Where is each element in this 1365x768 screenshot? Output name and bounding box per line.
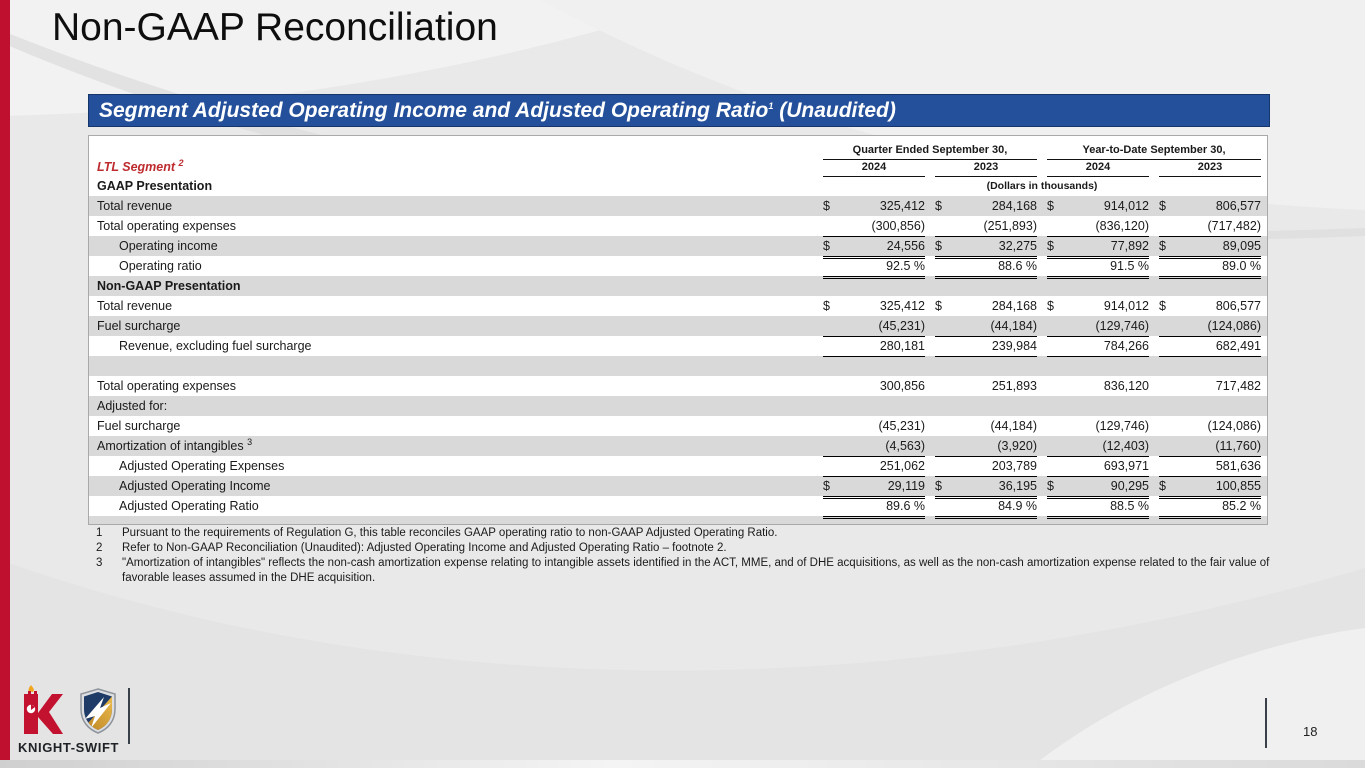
cell-value: (45,231) (878, 419, 925, 433)
cell-value: 836,120 (1103, 379, 1149, 393)
knight-k-icon (20, 684, 64, 736)
row-label: Total operating expenses (97, 219, 236, 233)
dollar-sign: $ (823, 239, 830, 253)
table-group-header-row (89, 142, 1267, 159)
dollar-sign: $ (1047, 199, 1054, 213)
row-label: Revenue, excluding fuel surcharge (119, 339, 312, 353)
footnote-text: Pursuant to the requirements of Regulation G, this table reconciles GAAP operating ratio to non-GAAP Adjusted Operating Ratio. (122, 527, 778, 539)
cell-value: 203,789 (935, 456, 1037, 477)
footnote (96, 541, 1272, 556)
amount: 325,412 (879, 299, 925, 313)
cell-value: 88.6 % (935, 256, 1037, 279)
cell-value (823, 296, 925, 316)
col-group-ytd: Year-to-Date September 30, (1047, 142, 1261, 160)
table-title-banner (88, 94, 1270, 127)
table-row (89, 476, 1267, 496)
cell-value (823, 356, 925, 376)
table-row (89, 416, 1267, 436)
cell-value: (45,231) (823, 316, 925, 337)
table-row (89, 516, 1267, 524)
swift-shield-icon (78, 688, 118, 734)
row-label: Adjusted Operating Income (119, 479, 271, 493)
footnote-number: 2 (96, 542, 103, 554)
segment-superscript: 2 (178, 157, 184, 168)
cell-value: 89.6 % (823, 496, 925, 519)
cell-value: (44,184) (935, 316, 1037, 337)
row-label: Fuel surcharge (97, 319, 181, 333)
cell-value (1159, 356, 1261, 376)
left-accent-bar (0, 0, 10, 760)
amount: 29,119 (887, 479, 925, 493)
company-logo (18, 682, 168, 758)
cell-value: 251,893 (991, 379, 1037, 393)
dollar-sign: $ (823, 199, 830, 213)
row-label: Total revenue (97, 199, 173, 213)
dollar-sign: $ (1159, 479, 1166, 493)
cell-value: 85.2 % (1159, 496, 1261, 519)
units-note: (Dollars in thousands) (986, 180, 1098, 192)
reconciliation-table (88, 135, 1268, 525)
footnotes (96, 526, 1272, 586)
cell-value: 717,482 (1215, 379, 1261, 393)
banner-suffix: (Unaudited) (773, 99, 896, 122)
table-row (89, 456, 1267, 476)
amount: 325,412 (879, 199, 925, 213)
year-header: 2024 (1047, 159, 1149, 177)
amount: 914,012 (1103, 299, 1149, 313)
banner-superscript: 1 (768, 101, 774, 111)
amount: 100,855 (1215, 479, 1261, 493)
page-title: Non-GAAP Reconciliation (52, 6, 498, 49)
dollar-sign: $ (935, 479, 942, 493)
cell-value: (44,184) (990, 419, 1037, 433)
cell-value (935, 516, 1037, 524)
dollar-sign: $ (1159, 299, 1166, 313)
cell-value: 88.5 % (1047, 496, 1149, 519)
cell-value (823, 396, 925, 416)
dollar-sign: $ (823, 479, 830, 493)
table-row (89, 276, 1267, 296)
cell-value (1159, 396, 1261, 416)
year-header: 2023 (1159, 159, 1261, 177)
cell-value (1159, 196, 1261, 216)
amount: 32,275 (998, 239, 1037, 253)
amount: 90,295 (1110, 479, 1149, 493)
footnote (96, 556, 1272, 586)
table-row (89, 376, 1267, 396)
cell-value: 280,181 (823, 336, 925, 357)
table-body (89, 176, 1267, 524)
table-row (89, 396, 1267, 416)
amount: 806,577 (1215, 299, 1261, 313)
cell-value (1159, 296, 1261, 316)
cell-value: 89.0 % (1159, 256, 1261, 279)
cell-value: 693,971 (1047, 456, 1149, 477)
cell-value (1047, 296, 1149, 316)
table-row (89, 436, 1267, 456)
table-row (89, 336, 1267, 356)
cell-value (1047, 396, 1149, 416)
table-year-header-row (89, 159, 1267, 176)
table-row (89, 176, 1267, 196)
table-row (89, 496, 1267, 516)
cell-value: (129,746) (1095, 419, 1149, 433)
footnote-text: Refer to Non-GAAP Reconciliation (Unaudited): Adjusted Operating Income and Adjusted Operating Ratio – footnote 2. (122, 542, 727, 554)
cell-value: 84.9 % (935, 496, 1037, 519)
table-row (89, 356, 1267, 376)
year-header: 2023 (935, 159, 1037, 177)
row-label: Fuel surcharge (97, 419, 181, 433)
brand-name: KNIGHT-SWIFT (18, 740, 120, 755)
footnote-number: 3 (96, 557, 103, 569)
amount: 284,168 (991, 199, 1037, 213)
cell-value (1047, 356, 1149, 376)
cell-value: 239,984 (935, 336, 1037, 357)
row-superscript: 3 (247, 436, 253, 447)
table-row (89, 256, 1267, 276)
col-group-quarter: Quarter Ended September 30, (823, 142, 1037, 160)
cell-value: (251,893) (935, 216, 1037, 237)
amount: 24,556 (886, 239, 925, 253)
table-row (89, 236, 1267, 256)
amount: 89,095 (1222, 239, 1261, 253)
cell-value (935, 276, 1037, 296)
amount: 284,168 (991, 299, 1037, 313)
dollar-sign: $ (1047, 239, 1054, 253)
segment-label: LTL Segment $^2$ (97, 157, 184, 174)
cell-value: 784,266 (1047, 336, 1149, 357)
cell-value: 92.5 % (823, 256, 925, 279)
cell-value (1047, 196, 1149, 216)
dollar-sign: $ (935, 199, 942, 213)
table-row (89, 296, 1267, 316)
dollar-sign: $ (1159, 239, 1166, 253)
cell-value (823, 516, 925, 524)
amount: 914,012 (1103, 199, 1149, 213)
table-row (89, 196, 1267, 216)
footnote (96, 526, 1272, 541)
dollar-sign: $ (935, 299, 942, 313)
cell-value (935, 396, 1037, 416)
cell-value: (11,760) (1159, 436, 1261, 457)
cell-value: (124,086) (1207, 419, 1261, 433)
dollar-sign: $ (823, 299, 830, 313)
footnote-text: "Amortization of intangibles" reflects the non-cash amortization expense relating to intangible assets identified in the ACT, MME, and of DHE acquisitions, as well as the non-cash amortization expense related to the fair value of favorable leases assumed in the DHE acquisition. (122, 557, 1270, 584)
row-label: Adjusted Operating Ratio (119, 499, 259, 513)
cell-value (1047, 276, 1149, 296)
row-label: Non-GAAP Presentation (97, 279, 241, 293)
dollar-sign: $ (1047, 299, 1054, 313)
cell-value: (129,746) (1047, 316, 1149, 337)
cell-value: (3,920) (935, 436, 1037, 457)
cell-value: (300,856) (823, 216, 925, 237)
dollar-sign: $ (1159, 199, 1166, 213)
cell-value: 581,636 (1159, 456, 1261, 477)
footer-strip (0, 760, 1365, 768)
amount: 77,892 (1110, 239, 1149, 253)
row-label: Operating ratio (119, 259, 202, 273)
cell-value: 682,491 (1159, 336, 1261, 357)
cell-value (1159, 516, 1261, 524)
amount: 36,195 (998, 479, 1037, 493)
cell-value: (12,403) (1047, 436, 1149, 457)
footnote-number: 1 (96, 527, 103, 539)
amount: 806,577 (1215, 199, 1261, 213)
page-number-divider (1265, 698, 1267, 748)
row-label (89, 516, 813, 524)
cell-value: 300,856 (879, 379, 925, 393)
cell-value: 251,062 (823, 456, 925, 477)
banner-text: Segment Adjusted Operating Income and Adjusted Operating Ratio (99, 99, 769, 122)
row-label: GAAP Presentation (97, 179, 213, 193)
cell-value (823, 196, 925, 216)
dollar-sign: $ (935, 239, 942, 253)
row-label: Total operating expenses (97, 379, 236, 393)
table-row (89, 216, 1267, 236)
cell-value (935, 356, 1037, 376)
cell-value (1159, 276, 1261, 296)
table-row (89, 316, 1267, 336)
row-label: Adjusted for: (97, 399, 168, 413)
row-label: Adjusted Operating Expenses (119, 459, 285, 473)
cell-value: (717,482) (1159, 216, 1261, 237)
page-number: 18 (1303, 724, 1318, 739)
cell-value: 91.5 % (1047, 256, 1149, 279)
dollar-sign: $ (1047, 479, 1054, 493)
row-label: Amortization of intangibles $^3$ (97, 436, 253, 453)
cell-value (1047, 516, 1149, 524)
cell-value (935, 196, 1037, 216)
row-label (89, 356, 813, 376)
cell-value: (4,563) (823, 436, 925, 457)
cell-value: (836,120) (1047, 216, 1149, 237)
cell-value (935, 296, 1037, 316)
logo-divider (128, 688, 130, 744)
row-label: Total revenue (97, 299, 173, 313)
cell-value: (124,086) (1159, 316, 1261, 337)
row-label: Operating income (119, 239, 218, 253)
year-header: 2024 (823, 159, 925, 177)
cell-value (823, 276, 925, 296)
